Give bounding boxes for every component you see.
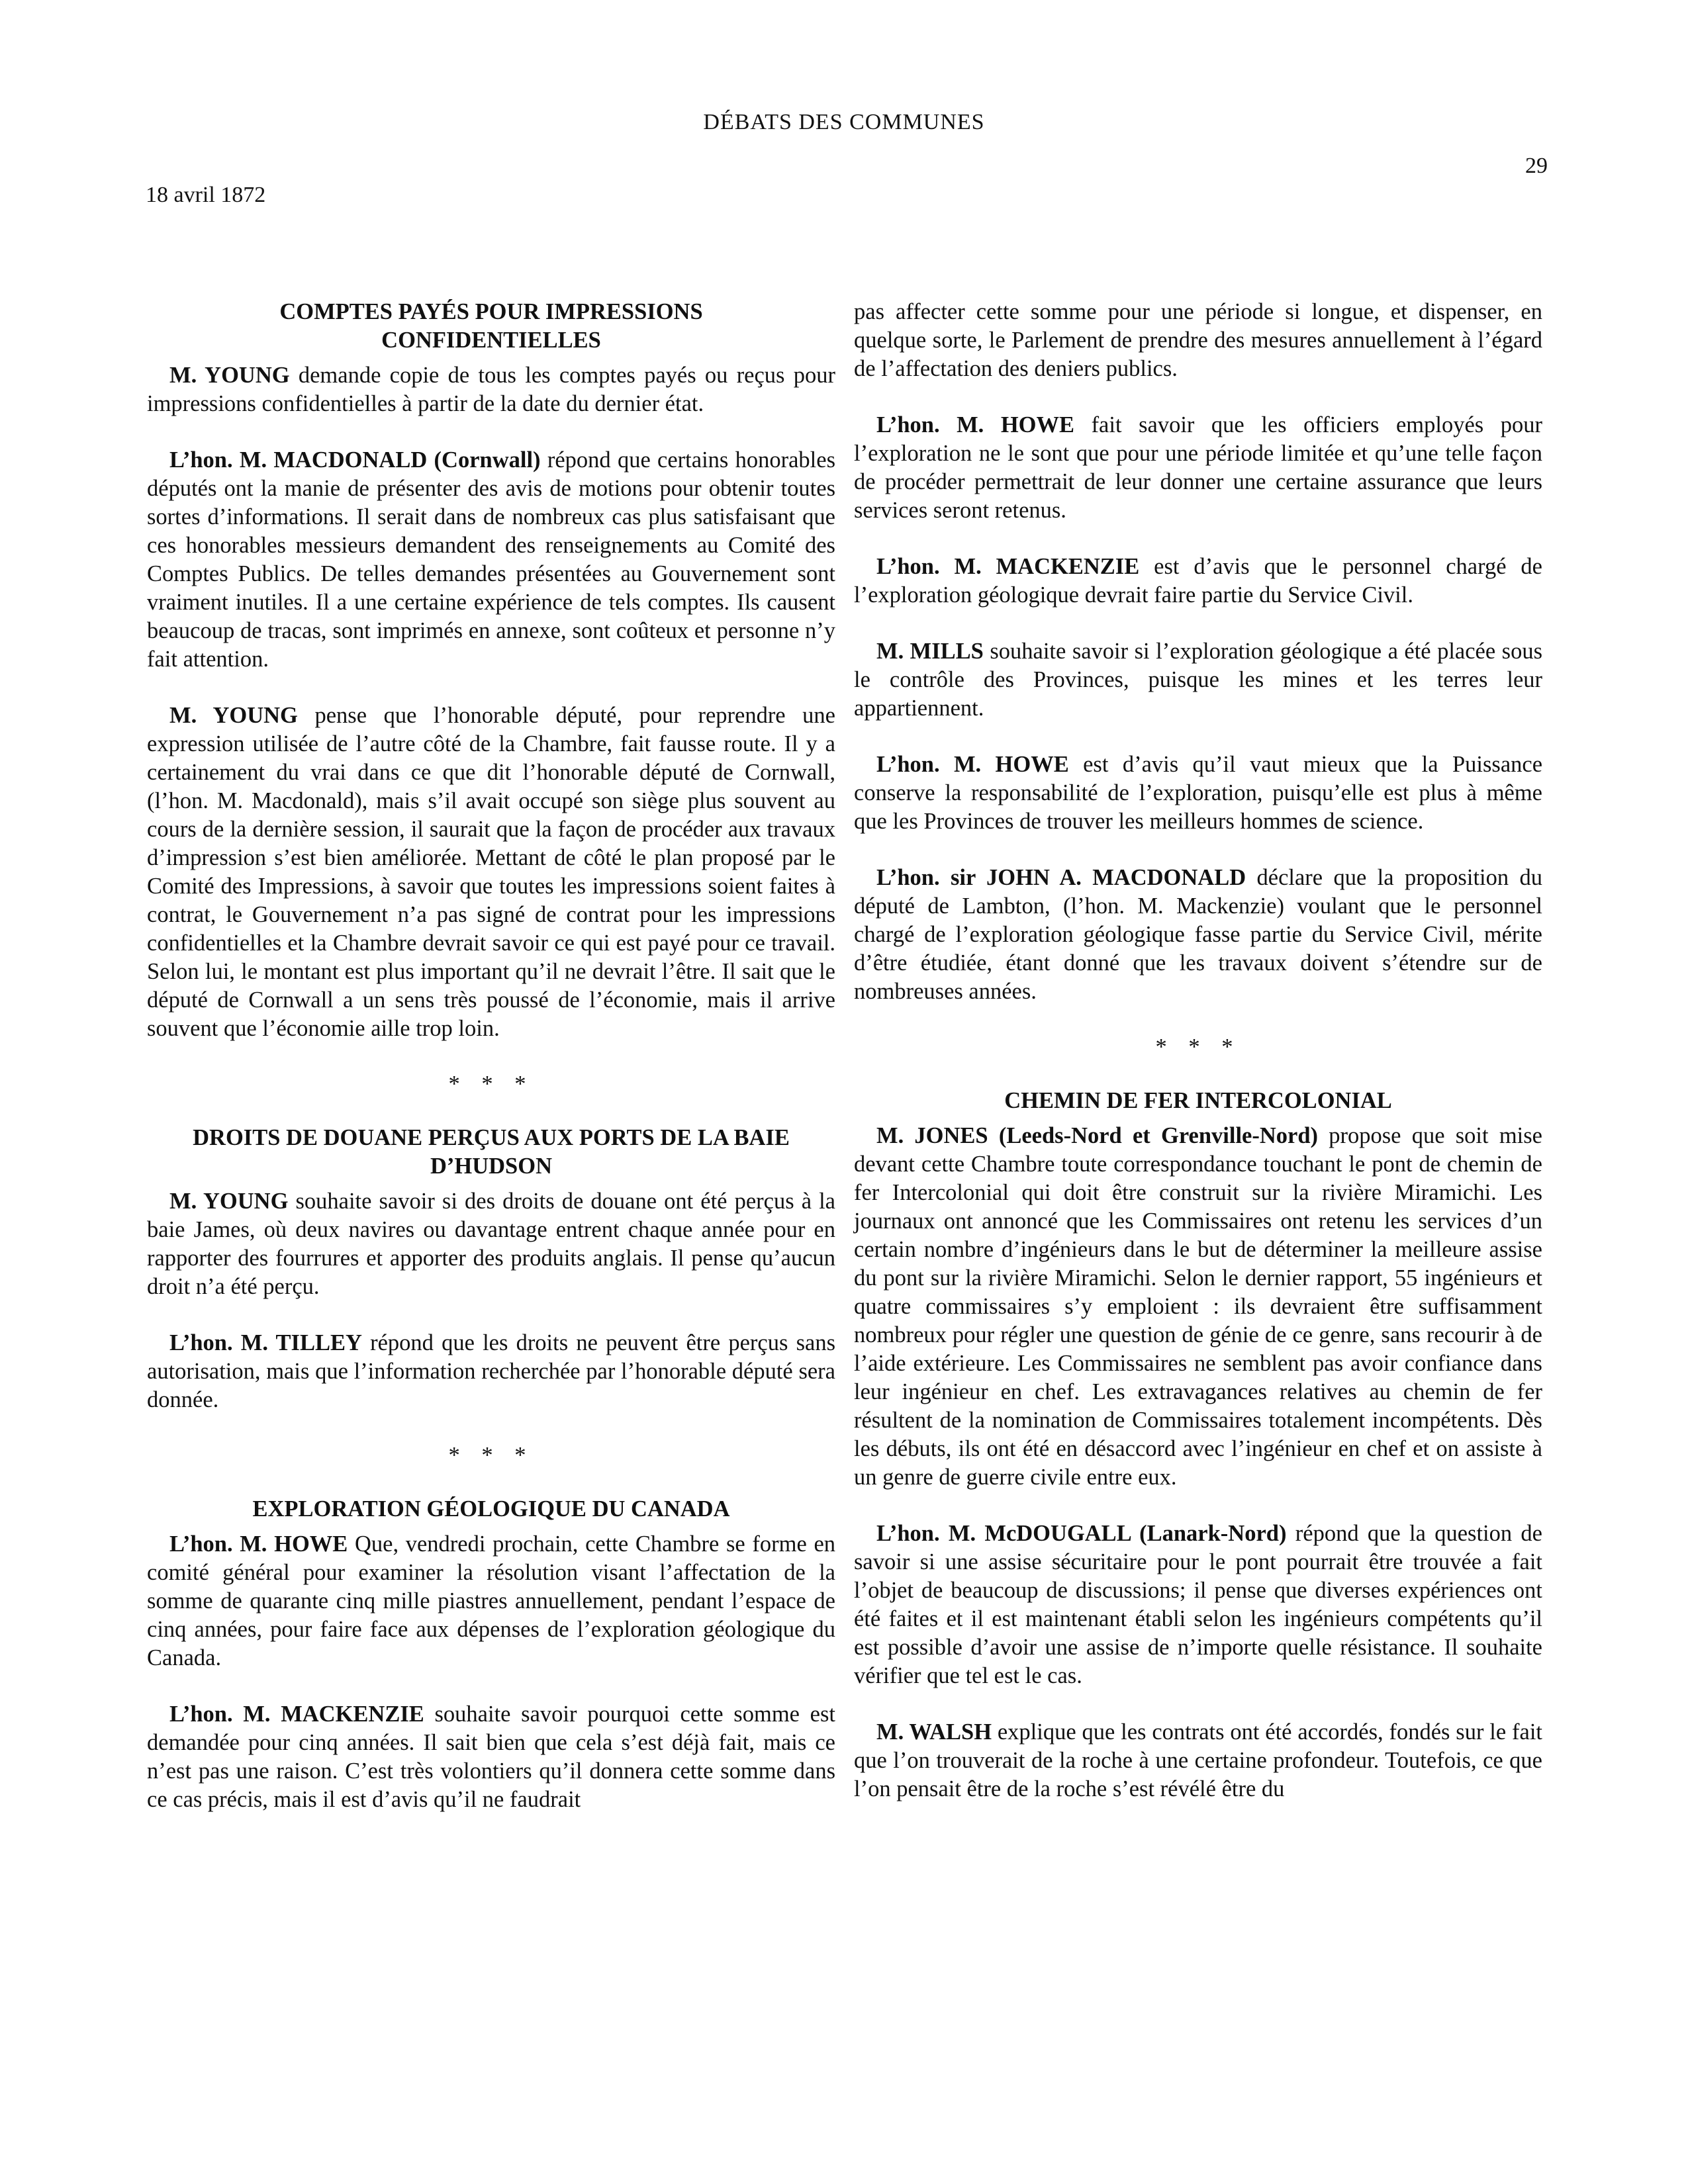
running-head: DÉBATS DES COMMUNES	[703, 110, 985, 134]
section-separator: * * *	[448, 1071, 534, 1097]
paragraph	[854, 864, 1542, 1006]
paragraph	[147, 702, 835, 1043]
paragraph	[854, 1718, 1542, 1803]
speaker-name: L’hon. M. HOWE	[876, 752, 1069, 777]
paragraph	[147, 361, 835, 418]
page-date: 18 avril 1872	[146, 183, 266, 207]
paragraph	[854, 751, 1542, 836]
paragraph-text: est d’avis que le personnel chargé de l’exploration géologique devrait faire partie du Service Civil.	[854, 554, 1542, 608]
paragraph-text: souhaite savoir si l’exploration géologique a été placée sous le contrôle des Provinces, puisque les mines et les terres leur appartiennent.	[854, 639, 1542, 721]
paragraph-text: souhaite savoir pourquoi cette somme est demandée pour cinq années. Il sait bien que cela s’est déjà fait, mais ce n’est pas une raison. C’est très volontiers qu’il donnera cette somme dans ce cas précis, mais il est d’avis qu’il ne faudrait	[147, 1702, 836, 1812]
section-separator: * * *	[1155, 1034, 1241, 1060]
paragraph	[854, 1122, 1542, 1492]
paragraph	[854, 411, 1542, 525]
paragraph-text: répond que certains honorables députés ont la manie de présenter des avis de motions pour obtenir toutes sortes d’informations. Il serait dans de nombreux cas plus satisfaisant que ces honorables messieurs demandent des renseignements au Comité des Comptes Publics. De telles demandes présentées au Gouvernement sont vraiment inutiles. Il a une certaine expérience de tels comptes. Ils causent beaucoup de tracas, sont imprimés en annexe, sont coûteux et personne n’y fait attention.	[147, 447, 835, 672]
speaker-name: M. YOUNG	[169, 363, 290, 388]
paragraph-text: pense que l’honorable député, pour reprendre une expression utilisée de l’autre côté de la Chambre, fait fausse route. Il y a certainement du vrai dans ce que dit l’honorable député de Cornwall, (l’hon. M. Macdonald), mais s’il avait occupé son siège plus souvent au cours de la dernière session, il saurait que la façon de procéder aux travaux d’impression s’est bien améliorée. Mettant de côté le plan proposé par le Comité des Impressions, à savoir que toutes les impressions soient faites à contrat, le Gouvernement n’a pas signé de contrat pour les impressions confidentielles et la Chambre devrait savoir ce qui est payé pour ce travail. Selon lui, le montant est plus important qu’il ne devrait l’être. Il sait que le député de Cornwall a un sens très poussé de l’économie, mais il arrive souvent que l’économie aille trop loin.	[147, 703, 835, 1041]
speaker-name: M. JONES (Leeds-Nord et Grenville-Nord)	[876, 1123, 1319, 1148]
paragraph-text: souhaite savoir si des droits de douane ont été perçus à la baie James, où deux navires ou davantage entrent chaque année pour en rapporter des fourrures et apporter des produits anglais. Il pense qu’aucun droit n’a été perçu.	[147, 1189, 835, 1299]
paragraph-text: déclare que la proposition du député de Lambton, (l’hon. M. Mackenzie) voulant que le personnel chargé de l’exploration géologique fasse partie du Service Civil, mérite d’être étudiée, étant donné que les travaux doivent s’étendre sur de nombreuses années.	[854, 865, 1542, 1004]
speaker-name: L’hon. M. MACKENZIE	[169, 1702, 424, 1727]
speaker-name: L’hon. M. HOWE	[169, 1531, 348, 1557]
speaker-name: M. MILLS	[876, 639, 984, 664]
paragraph	[147, 1187, 835, 1301]
section-separator: * * *	[448, 1443, 534, 1468]
paragraph	[854, 637, 1542, 723]
paragraph-text: est d’avis qu’il vaut mieux que la Puissance conserve la responsabilité de l’exploration, puisqu’elle est plus à même que les Provinces de trouver les meilleurs hommes de science.	[854, 752, 1543, 834]
paragraph	[147, 1530, 835, 1672]
paragraph	[854, 553, 1542, 610]
speaker-name: L’hon. M. McDOUGALL (Lanark-Nord)	[876, 1521, 1287, 1546]
section-title-chemin-de-fer: CHEMIN DE FER INTERCOLONIAL	[1004, 1088, 1392, 1113]
left-column	[147, 298, 835, 1842]
paragraph	[147, 1700, 835, 1814]
speaker-name: L’hon. sir JOHN A. MACDONALD	[876, 865, 1246, 890]
paragraph-text: répond que la question de savoir si une assise sécuritaire pour le pont pourrait être trouvée a fait l’objet de beaucoup de discussions; il pense que diverses expériences ont été faites et il est maintenant établi selon les ingénieurs compétents qu’il est possible d’avoir une assise de n’importe quelle résistance. Il souhaite vérifier que tel est le cas.	[854, 1521, 1542, 1688]
page-number: 29	[1525, 154, 1548, 178]
speaker-name: L’hon. M. MACKENZIE	[876, 554, 1140, 579]
paragraph-continued: pas affecter cette somme pour une période si longue, et dispenser, en quelque sorte, le Parlement de prendre des mesures annuellement à l’égard de l’affectation des deniers publics.	[854, 299, 1542, 381]
paragraph-text: répond que les droits ne peuvent être perçus sans autorisation, mais que l’information recherchée par l’honorable député sera donnée.	[147, 1330, 835, 1412]
paragraph-text: fait savoir que les officiers employés pour l’exploration ne le sont que pour une période limitée et qu’une telle façon de procéder permettrait de leur donner une certaine assurance que leurs services seront retenus.	[854, 412, 1542, 523]
section-title-exploration: EXPLORATION GÉOLOGIQUE DU CANADA	[252, 1496, 730, 1522]
paragraph-text: propose que soit mise devant cette Chambre toute correspondance touchant le pont de chemin de fer Intercolonial qui doit être construit sur la rivière Miramichi. Les journaux ont annoncé que les Commissaires ont retenu les services d’un certain nombre d’ingénieurs dans le but de déterminer la meilleure assise du pont sur la rivière Miramichi. Selon le dernier rapport, 55 ingénieurs et quatre commissaires s’y emploient : ils devraient être suffisamment nombreux pour régler une question de génie de ce genre, sans recourir à de l’aide extérieure. Les Commissaires ne semblent pas avoir confiance dans leur ingénieur en chef. Les extravagances relatives au chemin de fer résultent de la nomination de Commissaires totalement incompétents. Dès les débuts, ils ont été en désaccord avec l’ingénieur en chef et on assiste à un genre de guerre civile entre eux.	[854, 1123, 1542, 1490]
speaker-name: L’hon. M. TILLEY	[169, 1330, 362, 1355]
paragraph	[854, 1520, 1542, 1690]
speaker-name: M. YOUNG	[169, 703, 298, 728]
speaker-name: L’hon. M. MACDONALD (Cornwall)	[169, 447, 541, 473]
speaker-name: M. WALSH	[876, 1719, 992, 1745]
paragraph-text: explique que les contrats ont été accordés, fondés sur le fait que l’on trouverait de la roche à une certaine profondeur. Toutefois, ce que l’on pensait être de la roche s’est révélé être du	[854, 1719, 1542, 1801]
paragraph-text: Que, vendredi prochain, cette Chambre se forme en comité général pour examiner la résolution visant l’affectation de la somme de quarante cinq mille piastres annuellement, pendant l’espace de cinq années, pour faire face aux dépenses de l’exploration géologique du Canada.	[147, 1531, 836, 1670]
paragraph	[147, 446, 835, 674]
section-title-douane: DROITS DE DOUANE PERÇUS AUX PORTS DE LA BAIE D’HUDSON	[193, 1125, 790, 1179]
section-title-comptes: COMPTES PAYÉS POUR IMPRESSIONS CONFIDENTIELLES	[279, 299, 703, 353]
paragraph-text: demande copie de tous les comptes payés ou reçus pour impressions confidentielles à partir de la date du dernier état.	[147, 363, 835, 416]
speaker-name: M. YOUNG	[169, 1189, 289, 1214]
right-column	[854, 298, 1542, 1831]
paragraph	[147, 1329, 835, 1414]
speaker-name: L’hon. M. HOWE	[876, 412, 1075, 437]
